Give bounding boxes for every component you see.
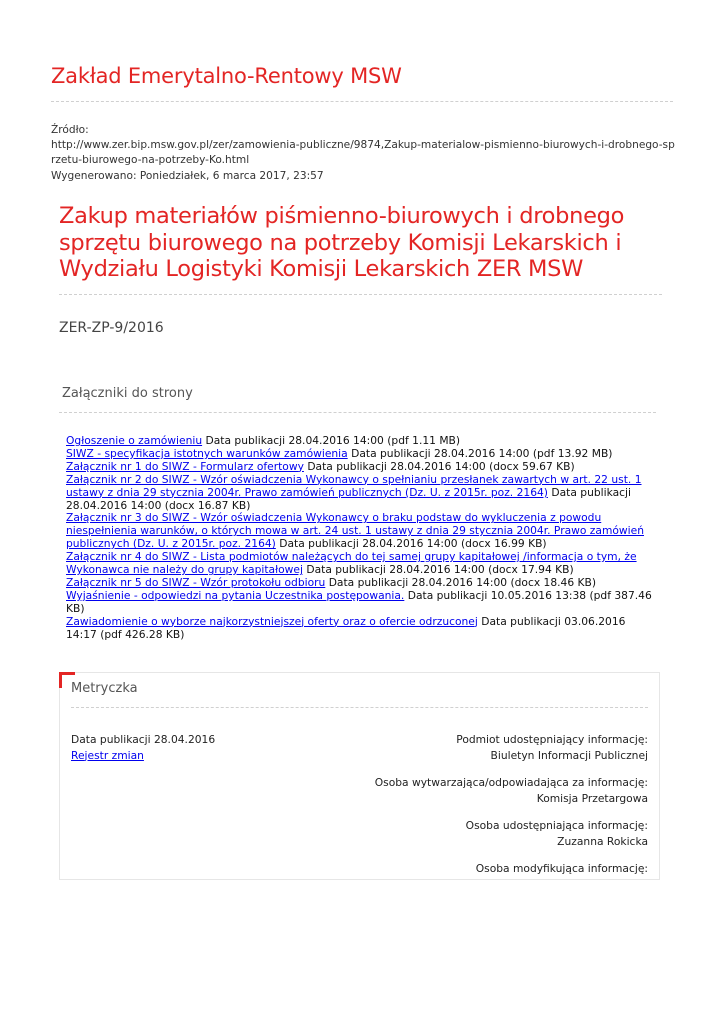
attachment-link[interactable]: Wyjaśnienie - odpowiedzi na pytania Uczestnika postępowania. — [66, 588, 405, 602]
entity-label: Podmiot udostępniający informację: — [456, 733, 648, 746]
attachments-list — [66, 435, 658, 642]
entity-value: Biuletyn Informacji Publicznej — [490, 748, 648, 762]
metryczka-right — [300, 732, 648, 889]
list-item — [66, 551, 658, 577]
publisher-value: Zuzanna Rokicka — [557, 834, 648, 848]
reference-number: ZER-ZP-9/2016 — [59, 320, 164, 336]
page-title: Zakup materiałów piśmienno-biurowych i drobnego sprzętu biurowego na potrzeby Komisji Lekarskich i Wydziału Logistyki Komisji Lekarskich ZER MSW — [59, 203, 625, 282]
changes-register-link[interactable]: Rejestr zmian — [71, 748, 144, 762]
divider — [51, 101, 673, 102]
divider — [71, 707, 648, 708]
list-item — [66, 474, 658, 513]
site-title: Zakład Emerytalno-Rentowy MSW — [51, 64, 402, 88]
attachment-link[interactable]: Załącznik nr 3 do SIWZ - Wzór oświadczenia Wykonawcy o braku podstaw do wykluczenia z powodu niespełnienia warunków, o których mowa w art. 24 ust. 1 ustawy z dnia 29 stycznia 2004r. Prawo zamówień publicznych (Dz. U. z 2015r. poz. 2164) — [66, 511, 644, 551]
publisher-label: Osoba udostępniająca informację: — [465, 819, 648, 832]
author-label: Osoba wytwarzająca/odpowiadająca za informację: — [374, 776, 648, 789]
attachment-info: Data publikacji 28.04.2016 14:00 (docx 17.94 KB) — [306, 563, 574, 577]
modifier-label: Osoba modyfikująca informację: — [475, 862, 648, 875]
list-item — [66, 590, 658, 616]
source-info — [51, 123, 676, 184]
generated-date: Wygenerowano: Poniedziałek, 6 marca 2017, 23:57 — [51, 169, 324, 182]
attachment-info: Data publikacji 28.04.2016 14:00 (docx 18.46 KB) — [328, 575, 597, 589]
metryczka-left — [71, 732, 215, 763]
attachment-link[interactable]: Załącznik nr 4 do SIWZ - Lista podmiotów należących do tej samej grupy kapitałowej /informacja o tym, że Wykonawca nie należy do grupy kapitałowej — [66, 550, 637, 577]
divider — [59, 412, 656, 413]
attachment-info: Data publikacji 28.04.2016 14:00 (docx 16.99 KB) — [279, 537, 547, 551]
source-url[interactable]: http://www.zer.bip.msw.gov.pl/zer/zamowienia-publiczne/9874,Zakup-materialow-pismienno-biurowych-i-drobnego-sprzetu-biurowego-na-potrzeby-Ko.html — [51, 139, 675, 167]
attachment-link[interactable]: SIWZ - specyfikacja istotnych warunków zamówienia — [66, 446, 348, 460]
list-item — [66, 616, 658, 642]
list-item — [66, 512, 658, 551]
attachment-link[interactable]: Załącznik nr 1 do SIWZ - Formularz ofertowy — [66, 459, 304, 473]
attachment-link[interactable]: Załącznik nr 2 do SIWZ - Wzór oświadczenia Wykonawcy o spełnianiu przesłanek zawartych w art. 22 ust. 1 ustawy z dnia 29 stycznia 2004r. Prawo zamówień publicznych (Dz. U. z 2015r. poz. 2164) — [66, 472, 642, 499]
corner-accent — [59, 672, 62, 688]
attachment-info: Data publikacji 10.05.2016 13:38 (pdf 387.46 KB) — [66, 588, 652, 615]
attachment-info: Data publikacji 28.04.2016 14:00 (docx 16.87 KB) — [66, 485, 631, 512]
author-value: Komisja Przetargowa — [536, 791, 648, 805]
attachment-info: Data publikacji 28.04.2016 14:00 (pdf 13.92 MB) — [351, 446, 613, 460]
publication-date: Data publikacji 28.04.2016 — [71, 733, 216, 746]
attachment-info: Data publikacji 28.04.2016 14:00 (pdf 1.11 MB) — [205, 434, 461, 447]
source-label: Źródło: — [51, 124, 89, 136]
divider — [59, 294, 662, 295]
attachment-info: Data publikacji 28.04.2016 14:00 (docx 59.67 KB) — [307, 459, 575, 473]
metryczka-heading: Metryczka — [71, 681, 138, 696]
attachment-link[interactable]: Zawiadomienie o wyborze najkorzystniejszej oferty oraz o ofercie odrzuconej — [66, 614, 478, 628]
attachment-link[interactable]: Ogłoszenie o zamówieniu — [66, 434, 203, 447]
attachment-info: Data publikacji 03.06.2016 14:17 (pdf 426.28 KB) — [66, 614, 626, 641]
attachments-heading: Załączniki do strony — [62, 386, 193, 401]
attachment-link[interactable]: Załącznik nr 5 do SIWZ - Wzór protokołu odbioru — [66, 575, 326, 589]
